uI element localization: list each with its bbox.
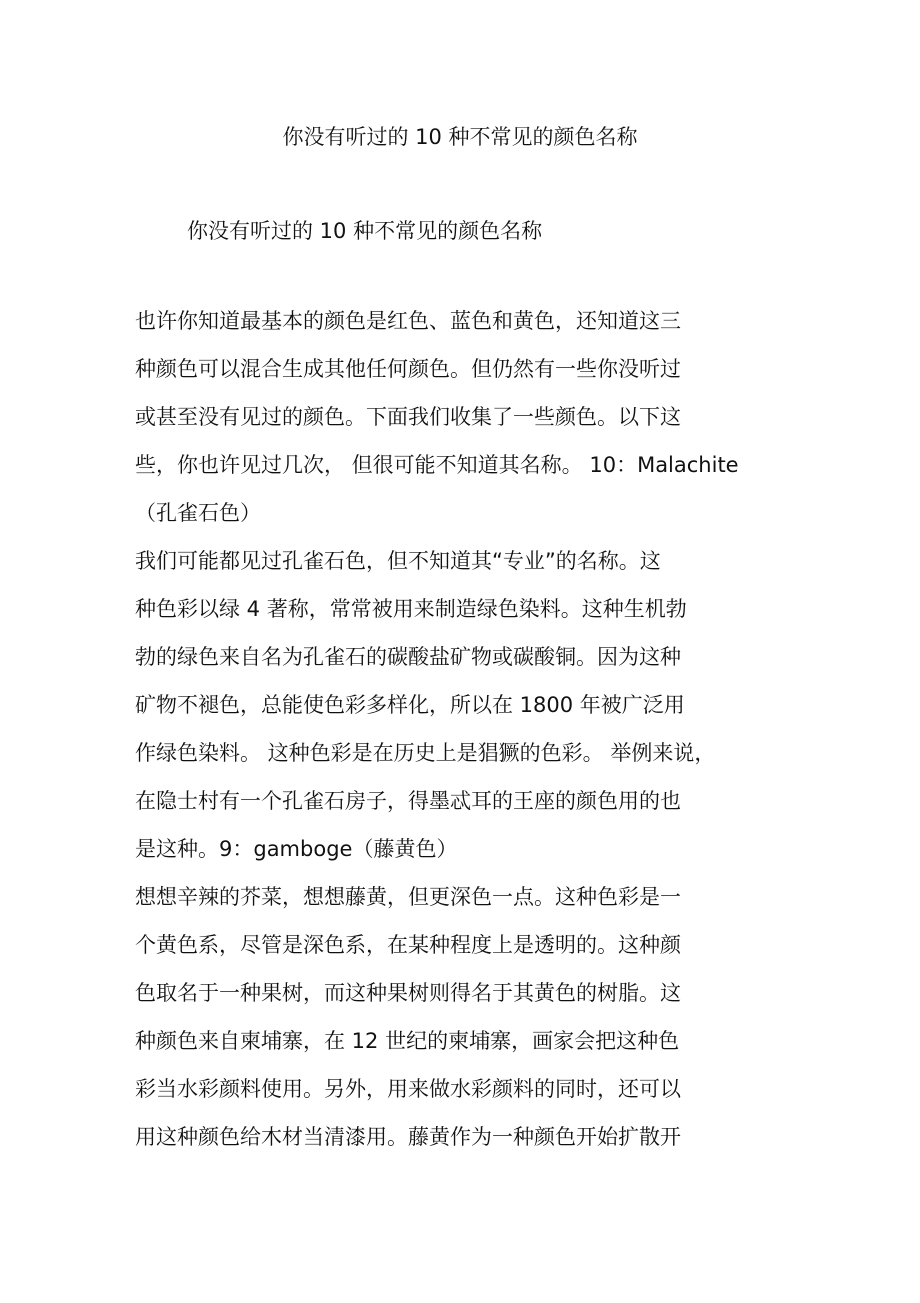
text-line: 是这种。9：gamboge（藤黄色） — [135, 837, 458, 861]
text-line: 我们可能都见过孔雀石色，但不知道其“专业”的名称。这 — [135, 549, 661, 573]
text-line: 想想辛辣的芥菜，想想藤黄，但更深色一点。这种色彩是一 — [135, 885, 681, 909]
text-line: 在隐士村有一个孔雀石房子，得墨忒耳的王座的颜色用的也 — [135, 789, 681, 813]
text-line: 种色彩以绿 4 著称，常常被用来制造绿色染料。这种生机勃 — [135, 597, 687, 621]
body-text — [135, 307, 775, 1171]
text-line: 种颜色来自柬埔寨，在 12 世纪的柬埔寨，画家会把这种色 — [135, 1029, 680, 1053]
document-title: 你没有听过的 10 种不常见的颜色名称 — [282, 125, 638, 149]
text-line: 作绿色染料。 这种色彩是在历史上是猖獗的色彩。 举例来说， — [135, 741, 716, 765]
text-line: （孔雀石色） — [135, 501, 261, 525]
text-line: 个黄色系，尽管是深色系，在某种程度上是透明的。这种颜 — [135, 933, 681, 957]
text-line: 用这种颜色给木材当清漆用。藤黄作为一种颜色开始扩散开 — [135, 1125, 681, 1149]
text-line: 种颜色可以混合生成其他任何颜色。但仍然有一些你没听过 — [135, 357, 681, 381]
text-line: 彩当水彩颜料使用。另外，用来做水彩颜料的同时，还可以 — [135, 1077, 681, 1101]
text-line: 勃的绿色来自名为孔雀石的碳酸盐矿物或碳酸铜。因为这种 — [135, 645, 681, 669]
document-subtitle: 你没有听过的 10 种不常见的颜色名称 — [187, 219, 543, 243]
text-line: 或甚至没有见过的颜色。下面我们收集了一些颜色。以下这 — [135, 405, 681, 429]
text-line: 色取名于一种果树，而这种果树则得名于其黄色的树脂。这 — [135, 981, 681, 1005]
text-line: 也许你知道最基本的颜色是红色、蓝色和黄色，还知道这三 — [135, 309, 681, 333]
text-line: 矿物不褪色，总能使色彩多样化，所以在 1800 年被广泛用 — [135, 693, 685, 717]
text-line: 些，你也许见过几次， 但很可能不知道其名称。 10：Malachite — [135, 453, 739, 477]
